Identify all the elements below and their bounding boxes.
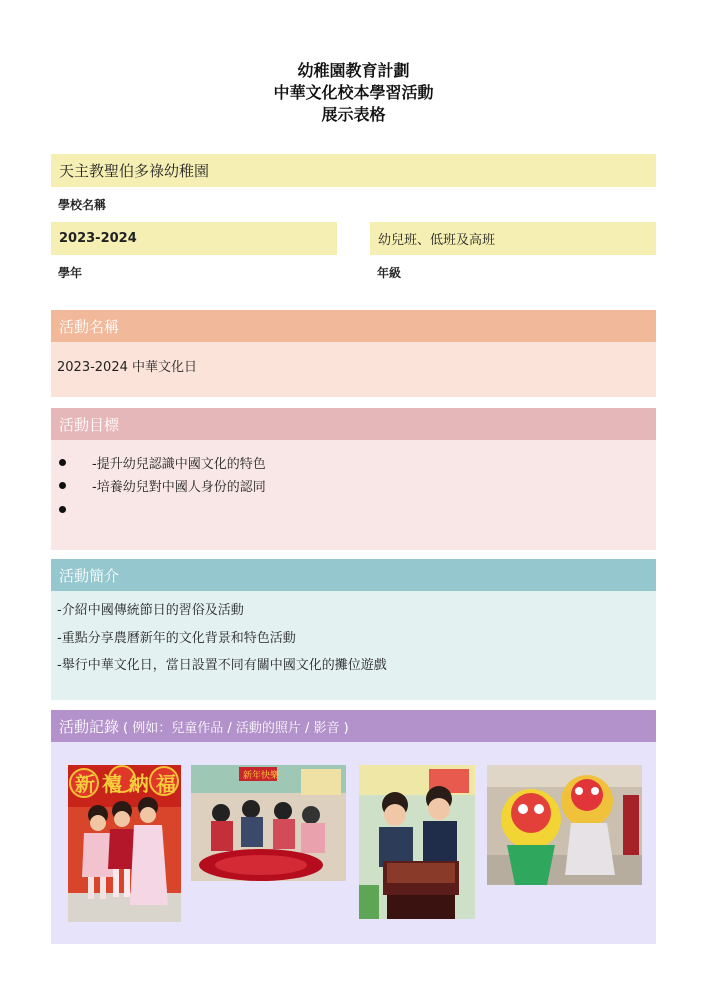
school-year-label: 學年 — [58, 266, 83, 280]
records-heading — [51, 710, 656, 742]
photo-board-game — [359, 765, 475, 919]
photo-children-costume — [68, 765, 181, 922]
photo-lion-dance — [487, 765, 642, 885]
bullet-icon — [59, 506, 66, 513]
records-body — [51, 742, 656, 944]
activity-name-body — [51, 342, 656, 397]
intro-body — [51, 591, 656, 700]
title-line-2: 中華文化校本學習活動 — [273, 83, 434, 102]
bullet-icon — [59, 459, 66, 466]
activity-name-heading: 活動名稱 — [51, 310, 656, 342]
objectives-heading: 活動目標 — [51, 408, 656, 440]
grade-field[interactable]: 幼兒班、低班及高班 — [370, 222, 656, 255]
document-title — [0, 60, 707, 126]
objective-text: -提升幼兒認識中國文化的特色 — [92, 456, 266, 472]
photo-classroom-group — [191, 765, 346, 881]
records-heading-title: 活動記錄 — [59, 717, 120, 736]
photo2-banner-text: 新年快樂 — [243, 771, 280, 781]
objective-text: -培養幼兒對中國人身份的認同 — [92, 479, 266, 495]
objective-item — [59, 499, 92, 519]
intro-line: -舉行中華文化日，當日設置不同有關中國文化的攤位遊戲 — [57, 658, 387, 673]
photo1-banner-text: 新 禧 納 福 — [75, 772, 176, 796]
school-year-field[interactable]: 2023-2024 — [51, 222, 337, 255]
bullet-icon — [59, 482, 66, 489]
objective-item — [59, 452, 266, 472]
objectives-body — [51, 440, 656, 550]
intro-line: -重點分享農曆新年的文化背景和特色活動 — [57, 631, 296, 646]
title-line-1: 幼稚園教育計劃 — [297, 61, 410, 80]
objective-item — [59, 475, 266, 495]
school-name-field[interactable]: 天主教聖伯多祿幼稚園 — [51, 154, 656, 187]
title-line-3: 展示表格 — [321, 105, 386, 124]
school-name-label: 學校名稱 — [58, 198, 107, 212]
activity-name-value: 2023-2024 中華文化日 — [57, 360, 197, 375]
grade-label: 年級 — [377, 266, 402, 280]
intro-line: -介紹中國傳統節日的習俗及活動 — [57, 603, 244, 618]
intro-heading: 活動簡介 — [51, 559, 656, 591]
records-heading-note: ( 例如：兒童作品 / 活動的照片 / 影音 ) — [123, 720, 349, 736]
